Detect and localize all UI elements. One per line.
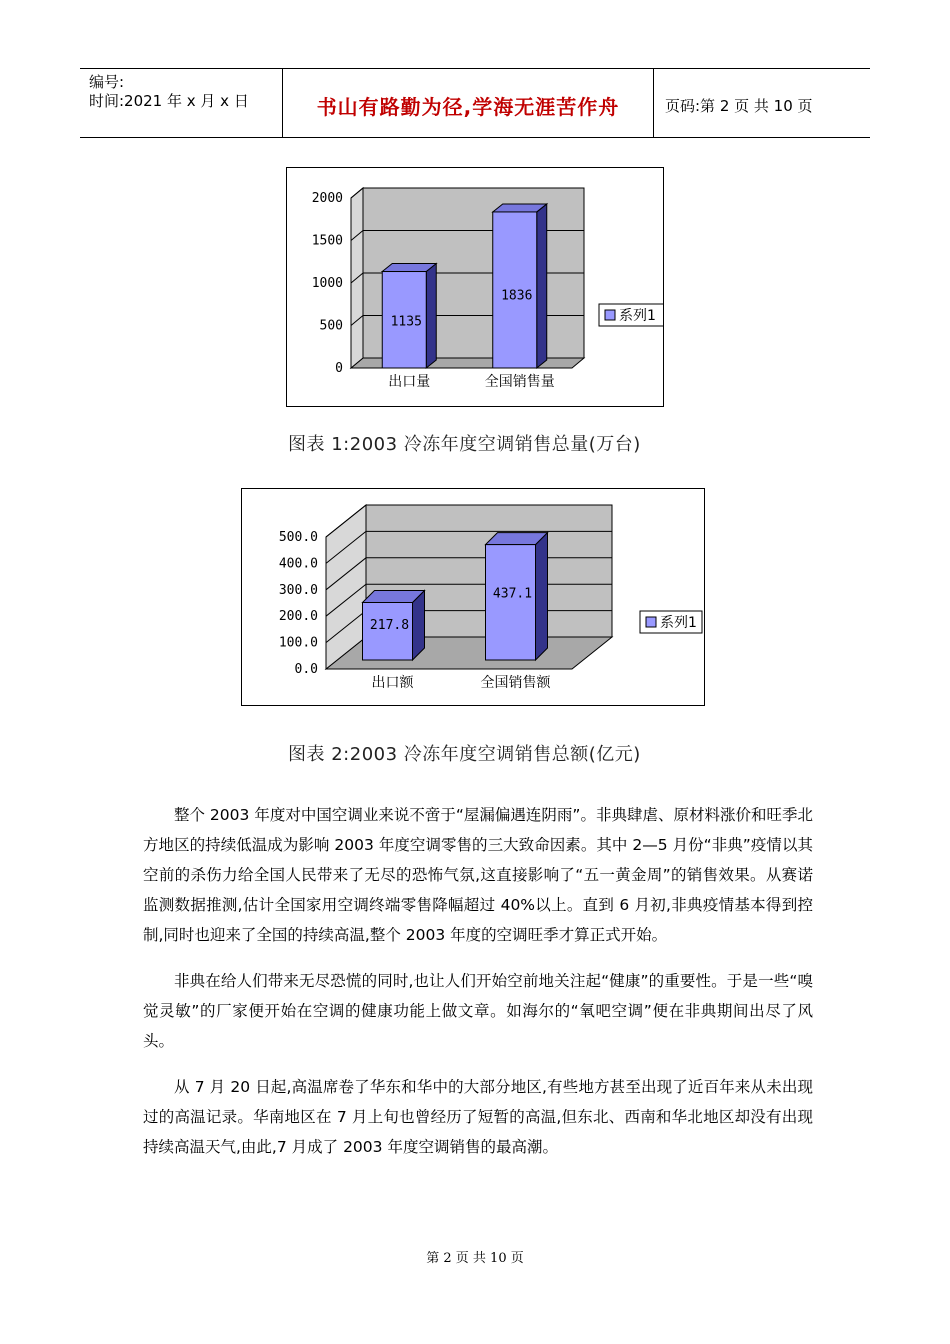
- category-label: 出口量: [388, 374, 431, 390]
- paragraph: 非典在给人们带来无尽恐慌的同时,也让人们开始空前地关注起“健康”的重要性。于是一些“嗅觉灵敏”的厂家便开始在空调的健康功能上做文章。如海尔的“氧吧空调”便在非典期间出尽了风头。: [143, 972, 813, 1050]
- category-label: 出口额: [371, 675, 414, 691]
- header-meta-cell: [80, 69, 283, 137]
- y-tick-label: 2000: [311, 191, 343, 206]
- paragraph: 整个 2003 年度对中国空调业来说不啻于“屋漏偏遇连阴雨”。非典肆虐、原材料涨价和旺季北方地区的持续低温成为影响 2003 年度空调零售的三大致命因素。其中 2—5 月份“非典”疫情以其空前的杀伤力给全国人民带来了无尽的恐怖气氛,这直接影响了“五一黄金周”的销售效果。从赛诺监测数据推测,估计全国家用空调终端零售降幅超过 40%以上。直到 6 月初,非典疫情基本得到控制,同时也迎来了全国的持续高温,整个 2003 年度的空调旺季才算正式开始。: [143, 806, 813, 944]
- y-tick-label: 1000: [311, 276, 343, 291]
- header-motto: 书山有路勤为径,学海无涯苦作舟: [316, 95, 620, 119]
- header-motto-cell: [283, 69, 654, 137]
- data-label: 1836: [501, 288, 533, 304]
- y-tick-label: 0.0: [294, 662, 318, 677]
- legend-swatch: [605, 310, 615, 320]
- y-tick-label: 500.0: [278, 530, 318, 545]
- bar-side: [536, 533, 548, 660]
- page-footer: 第 2 页 共 10 页: [426, 1251, 524, 1266]
- category-label: 全国销售量: [484, 374, 555, 390]
- chart1-caption: 图表 1:2003 冷冻年度空调销售总量(万台): [288, 434, 641, 455]
- data-label: 217.8: [369, 617, 410, 633]
- bar-top: [493, 204, 547, 212]
- y-tick-label: 100.0: [278, 635, 318, 651]
- legend-swatch: [646, 617, 656, 627]
- y-tick-label: 0: [335, 361, 343, 376]
- chart-sales-volume: [286, 167, 664, 407]
- y-tick-label: 1500: [311, 233, 343, 249]
- bar: [486, 545, 536, 660]
- header-page-cell: [655, 69, 870, 137]
- data-label: 437.1: [492, 586, 533, 602]
- bar-side: [537, 204, 547, 368]
- data-label: 1135: [390, 314, 422, 330]
- document-number: 编号:: [89, 73, 125, 91]
- document-time: 时间:2021 年 x 月 x 日: [89, 92, 249, 110]
- y-tick-label: 200.0: [278, 609, 318, 625]
- y-tick-label: 500: [319, 318, 343, 334]
- y-tick-label: 400.0: [278, 556, 318, 572]
- y-tick-label: 300.0: [278, 582, 318, 598]
- chart-sales-volume-svg: [287, 168, 663, 406]
- bar-top: [382, 264, 436, 272]
- chart2-caption: 图表 2:2003 冷冻年度空调销售总额(亿元): [288, 744, 641, 765]
- bar-side: [426, 264, 436, 368]
- page-header: [80, 68, 870, 138]
- legend-label: 系列1: [619, 308, 656, 324]
- header-page-number: 页码:第 2 页 共 10 页: [665, 97, 813, 115]
- body-text: [143, 800, 813, 1178]
- paragraph: 从 7 月 20 日起,高温席卷了华东和华中的大部分地区,有些地方甚至出现了近百年来从未出现过的高温记录。华南地区在 7 月上旬也曾经历了短暂的高温,但东北、西南和华北地区却没有出现持续高温天气,由此,7 月成了 2003 年度空调销售的最高潮。: [143, 1078, 813, 1156]
- category-label: 全国销售额: [480, 675, 551, 691]
- legend-label: 系列1: [660, 615, 697, 631]
- chart-sales-amount-svg: [242, 489, 704, 705]
- chart-sales-amount: [241, 488, 705, 706]
